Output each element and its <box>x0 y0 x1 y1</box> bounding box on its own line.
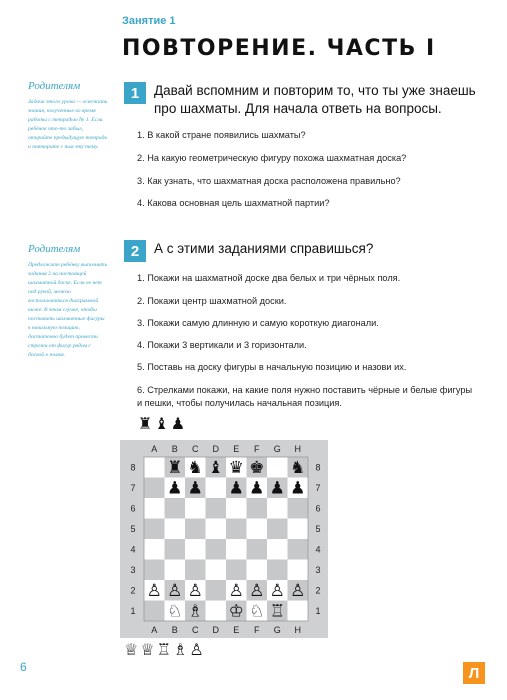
board-square <box>247 560 268 581</box>
chess-piece: ♘ <box>249 601 265 622</box>
board-square <box>144 519 165 540</box>
task-2-question: 5. Поставь на доску фигуры в начальную позицию и назови их. <box>137 362 407 372</box>
task-2-question: 4. Покажи 3 вертикали и 3 горизонтали. <box>137 340 307 350</box>
task-number-badge: 2 <box>124 240 146 262</box>
board-square <box>206 560 227 581</box>
rank-label-left: 5 <box>130 523 136 534</box>
file-label-top: A <box>151 444 158 454</box>
chess-piece: ♙ <box>249 580 265 601</box>
parents-note-1 <box>28 80 108 152</box>
file-label-bottom: E <box>233 625 240 635</box>
chess-piece: ♙ <box>146 580 162 601</box>
chess-piece: ♔ <box>228 601 244 622</box>
task-2-question: 6. Стрелками покажи, на какие поля нужно поставить чёрные и белые фигуры и пешки, чтобы получилась начальная позиция. <box>137 385 473 408</box>
board-square <box>206 498 227 519</box>
chess-piece: ♙ <box>269 580 285 601</box>
board-square <box>247 519 268 540</box>
board-square <box>165 560 186 581</box>
board-square <box>288 519 309 540</box>
board-square <box>144 498 165 519</box>
rank-label-right: 1 <box>315 605 321 616</box>
board-square <box>267 539 288 560</box>
file-label-bottom: B <box>171 625 178 635</box>
parents-note-text: Предложите ребёнку выполнить задания 2 на настоящей шахматной доске. Если ее нет под рукой, можно воспользоваться диаграммой ниже. В этом случае, чтобы поставить шахматные фигуры в начальную позицию, достаточно будет провести стрелки от фигур рядом с доской к полям. <box>28 262 108 358</box>
rank-label-left: 2 <box>130 585 136 596</box>
board-square <box>144 601 165 622</box>
board-square <box>165 519 186 540</box>
file-label-bottom: A <box>151 625 158 635</box>
file-label-top: D <box>212 444 219 454</box>
file-label-top: C <box>192 444 199 454</box>
task-number-badge: 1 <box>124 82 146 104</box>
chess-piece: ♗ <box>187 601 203 622</box>
board-square <box>185 519 206 540</box>
page-number: 6 <box>20 660 27 674</box>
file-label-top: G <box>273 444 281 454</box>
page-title: ПОВТОРЕНИЕ. ЧАСТЬ I <box>122 36 436 61</box>
file-label-bottom: F <box>254 625 260 635</box>
rank-label-right: 5 <box>315 523 321 534</box>
file-label-bottom: D <box>212 625 219 635</box>
board-square <box>165 498 186 519</box>
rank-label-left: 4 <box>130 544 136 555</box>
pieces-below-board: ♕♕♖♗♙ <box>124 640 206 659</box>
task-2-question: 1. Покажи на шахматной доске два белых и три чёрных поля. <box>137 273 401 283</box>
board-square <box>185 498 206 519</box>
board-square <box>288 539 309 560</box>
chess-piece: ♙ <box>290 580 306 601</box>
board-square <box>226 539 247 560</box>
task-1-question: 1. В какой стране появились шахматы? <box>137 130 306 140</box>
board-square <box>226 519 247 540</box>
board-square <box>267 498 288 519</box>
file-label-bottom: C <box>192 625 199 635</box>
chess-piece: ♟ <box>249 478 265 499</box>
task-2-header <box>124 240 484 262</box>
board-square <box>226 498 247 519</box>
board-square <box>185 560 206 581</box>
rank-label-right: 4 <box>315 544 321 555</box>
board-square <box>185 539 206 560</box>
file-label-bottom: H <box>294 625 301 635</box>
rank-label-right: 7 <box>315 482 321 493</box>
board-square <box>206 580 227 601</box>
board-square <box>267 457 288 478</box>
task-1-header <box>124 82 484 118</box>
lesson-label: Занятие 1 <box>122 15 176 27</box>
task-2-text: А с этими заданиями справишься? <box>154 241 374 256</box>
chess-piece: ♞ <box>187 457 203 478</box>
rank-label-right: 3 <box>315 564 321 575</box>
rank-label-right: 2 <box>315 585 321 596</box>
chess-piece: ♙ <box>167 580 183 601</box>
task-1-question: 2. На какую геометрическую фигуру похожа шахматная доска? <box>137 153 407 163</box>
board-square <box>206 601 227 622</box>
file-label-top: F <box>254 444 260 454</box>
publisher-logo: Л <box>463 662 485 684</box>
chess-piece: ♙ <box>187 580 203 601</box>
file-label-top: H <box>294 444 301 454</box>
rank-label-left: 7 <box>130 482 136 493</box>
parents-note-text: Задача этого урока — освежить знания, полученные во время работы с тетрадью № 1. Если ребёнок что-то забыл, откройте предыдущую тетрадь и повторите с ним эту тему. <box>28 99 108 150</box>
chess-piece: ♟ <box>290 478 306 499</box>
chess-piece: ♙ <box>228 580 244 601</box>
chess-board-diagram <box>120 440 328 638</box>
chess-piece: ♟ <box>269 478 285 499</box>
task-1-text: Давай вспомним и повторим то, что ты уже знаешь про шахматы. Для начала ответь на вопросы. <box>154 83 476 116</box>
rank-label-right: 6 <box>315 503 321 514</box>
task-2-question: 3. Покажи самую длинную и самую короткую диагонали. <box>137 318 379 328</box>
board-square <box>226 560 247 581</box>
board-square <box>206 519 227 540</box>
board-square <box>288 498 309 519</box>
chess-piece: ♞ <box>290 457 306 478</box>
chess-piece: ♚ <box>249 457 265 478</box>
task-1-question: 4. Какова основная цель шахматной партии? <box>137 198 330 208</box>
board-square <box>144 457 165 478</box>
rank-label-left: 6 <box>130 503 136 514</box>
board-square <box>267 519 288 540</box>
board-square <box>144 539 165 560</box>
board-square <box>206 539 227 560</box>
chess-board <box>120 440 328 638</box>
file-label-top: B <box>171 444 178 454</box>
board-square <box>144 560 165 581</box>
board-square <box>206 478 227 499</box>
file-label-bottom: G <box>273 625 281 635</box>
board-square <box>267 560 288 581</box>
board-square <box>247 539 268 560</box>
parents-note-title: Родителям <box>28 243 81 255</box>
chess-piece: ♖ <box>269 601 285 622</box>
rank-label-left: 1 <box>130 605 136 616</box>
chess-piece: ♟ <box>228 478 244 499</box>
chess-piece: ♟ <box>167 478 183 499</box>
rank-label-left: 3 <box>130 564 136 575</box>
task-1-question: 3. Как узнать, что шахматная доска расположена правильно? <box>137 176 401 186</box>
task-2-question: 2. Покажи центр шахматной доски. <box>137 296 287 306</box>
board-square <box>144 478 165 499</box>
chess-piece: ♜ <box>167 457 183 478</box>
rank-label-right: 8 <box>315 462 321 473</box>
rank-label-left: 8 <box>130 462 136 473</box>
file-label-top: E <box>233 444 240 454</box>
chess-piece: ♝ <box>208 457 224 478</box>
chess-piece: ♘ <box>167 601 183 622</box>
board-square <box>288 601 309 622</box>
chess-piece: ♛ <box>228 457 244 478</box>
board-square <box>288 560 309 581</box>
parents-note-title: Родителям <box>28 80 81 92</box>
board-square <box>247 498 268 519</box>
parents-note-2 <box>28 243 108 360</box>
board-square <box>165 539 186 560</box>
chess-piece: ♟ <box>187 478 203 499</box>
pieces-above-board: ♜♝♟ <box>138 414 188 433</box>
